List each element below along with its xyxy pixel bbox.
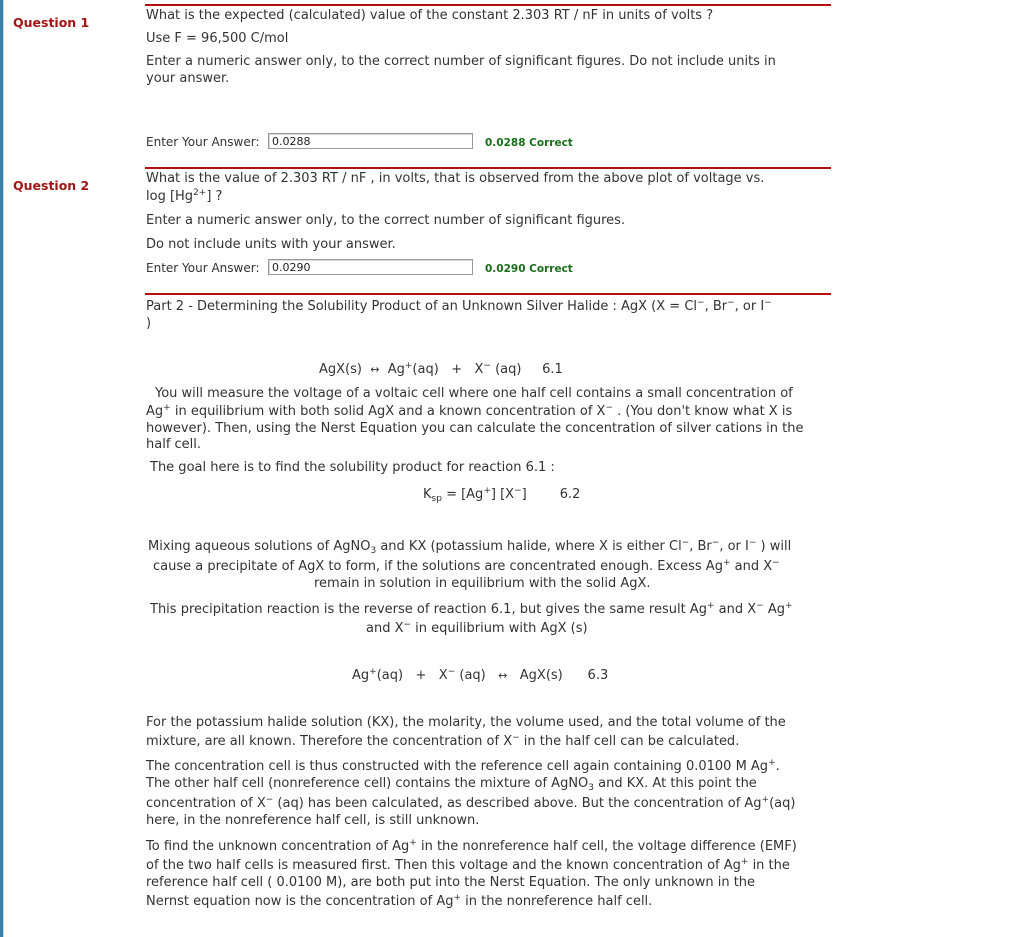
question-1-answer-input[interactable] [268,133,473,149]
part-2-heading: Part 2 - Determining the Solubility Product of an Unknown Silver Halide : AgX (X = Cl−, Br−, or I− [146,298,772,314]
question-1-divider [145,4,831,6]
para-1-line-4: half cell. [146,437,202,452]
para-6-line-1: To find the unknown concentration of Ag+ in the nonreference half cell, the voltage difference (EMF) [146,838,797,854]
para-4-line-2: mixture, are all known. Therefore the concentration of X− in the half cell can be calculated. [146,733,740,749]
para-2-line-1: Mixing aqueous solutions of AgNO$_3$ and KX (potassium halide, where X is either Cl−, Br−, or I− ) will [148,538,792,556]
para-5-line-4: here, in the nonreference half cell, is still unknown. [146,813,480,828]
question-2-divider [145,167,831,169]
para-6-line-3: reference half cell ( 0.0100 M), are both put into the Nerst Equation. The only unknown in the [146,875,756,890]
para-1-line-1: You will measure the voltage of a voltaic cell where one half cell contains a small concentration of [155,386,793,401]
question-2-answer-label: Enter Your Answer: [146,261,260,275]
para-6-line-2: of the two half cells is measured first. Then this voltage and the known concentration of Ag+ in the [146,857,790,873]
left-border [3,0,4,937]
question-1-feedback: 0.0288 Correct [485,137,573,149]
question-1-prompt: What is the expected (calculated) value of the constant 2.303 RT / nF in units of volts ? [146,8,714,23]
para-5-line-3: concentration of X− (aq) has been calculated, as described above. But the concentration of Ag+(aq) [146,795,796,811]
question-2-instructions: Enter a numeric answer only, to the correct number of significant figures. [146,213,626,228]
equation-6-2: $K_{sp} = [Ag^+]$ [X−] 6.2 [423,486,581,504]
para-6-line-4: Nernst equation now is the concentration of Ag+ in the nonreference half cell. [146,893,653,909]
para-1-line-3: however). Then, using the Nerst Equation you can calculate the concentration of silver cations in the [146,421,804,436]
part-2-divider [145,293,831,295]
goal-text: The goal here is to find the solubility product for reaction 6.1 : [150,460,555,475]
question-1-label: Question 1 [13,15,90,30]
para-3-line-1: This precipitation reaction is the reverse of reaction 6.1, but gives the same result Ag+ and X− Ag+ [150,601,793,617]
question-2-units-note: Do not include units with your answer. [146,237,396,252]
para-5-line-1: The concentration cell is thus constructed with the reference cell again containing 0.0100 M Ag+. [146,758,780,774]
para-5-line-2: The other half cell (nonreference cell) contains the mixture of AgNO$_3$ and KX. At this point the [146,776,757,793]
equation-6-3: Ag+(aq) + X− (aq) ↔ AgX(s) 6.3 [352,667,609,683]
part-2-heading-close: ) [146,316,152,331]
question-2-prompt-line2: $\log [Hg^{2+}]$ ? [146,188,223,204]
equation-6-1: AgX(s) ↔ Ag+(aq) + X− (aq) 6.1 [319,361,563,377]
question-1-use-f: Use F = 96,500 C/mol [146,31,289,46]
para-2-line-3: remain in solution in equilibrium with the solid AgX. [314,576,651,591]
para-1-line-2: Ag+ in equilibrium with both solid AgX and a known concentration of X− . (You don't know what X is [146,403,793,419]
para-2-line-2: cause a precipitate of AgX to form, if the solutions are concentrated enough. Excess Ag+ and X− [153,558,780,574]
para-3-line-2: and X− in equilibrium with AgX (s) [366,620,588,636]
para-4-line-1: For the potassium halide solution (KX), the molarity, the volume used, and the total volume of the [146,715,786,730]
question-1-answer-label: Enter Your Answer: [146,135,260,149]
question-2-answer-input[interactable] [268,259,473,275]
question-1-instructions: Enter a numeric answer only, to the correct number of significant figures. Do not include units in your answer. [146,54,776,86]
question-2-label: Question 2 [13,178,90,193]
question-2-prompt-line1: What is the value of 2.303 RT / nF , in volts, that is observed from the above plot of voltage vs. [146,171,765,186]
question-2-feedback: 0.0290 Correct [485,263,573,275]
